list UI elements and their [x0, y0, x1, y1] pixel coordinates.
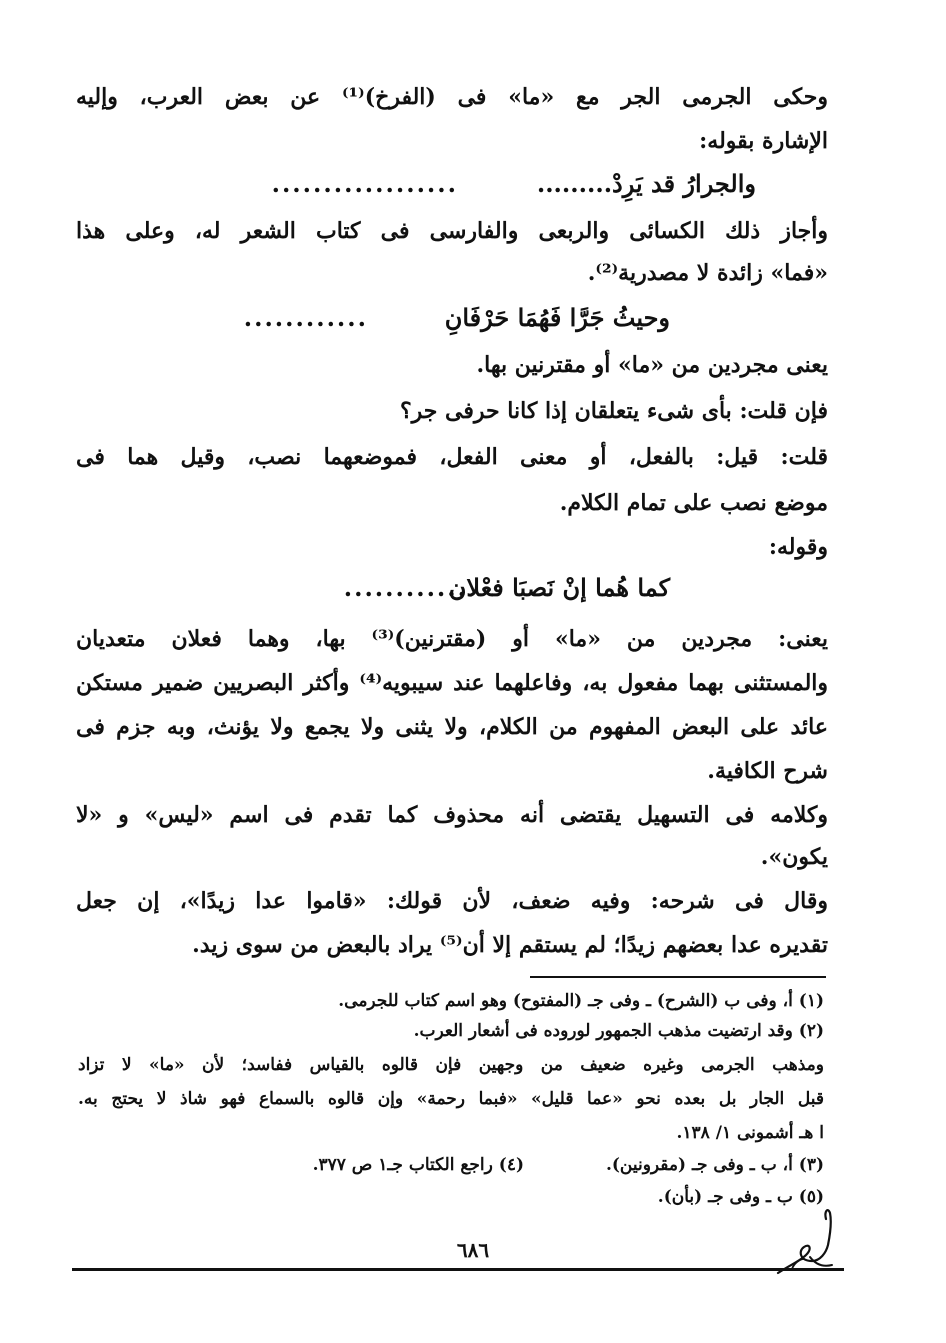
verse-1-text: والجرارُ قد يَرِدْ......... — [536, 169, 756, 198]
paragraph-7-line-3: عائد على البعض المفهوم من الكلام، ولا يثنى ولا يجمع ولا يؤنث، وبه جزم فى — [76, 714, 828, 740]
footnote-2: (٢) وقد ارتضيت مذهب الجمهور لوروده فى أشعار العرب. — [413, 1021, 824, 1041]
footnote-5: (٥) ب ـ وفى جـ (بأن). — [657, 1187, 824, 1207]
footnote-2-continuation-2: قبل الجار بل بعده نحو «عما قليل» «فبما رحمة» وإن قالوه بالسماع فهو شاذ لا يحتج به. — [78, 1089, 824, 1109]
paragraph-6-line-1: وقوله: — [768, 534, 828, 560]
paragraph-8-line-2: يكون». — [760, 844, 828, 870]
paragraph-1-line-2: الإشارة بقوله: — [699, 128, 828, 154]
footnote-2-continuation-1: ومذهب الجرمى وغيره ضعيف من وجهين فإن قالوه بالقياس ففاسد؛ لأن «ما» لا تزاد — [78, 1055, 824, 1075]
paragraph-2-line-2: «فما» زائدة لا مصدرية⁽²⁾. — [587, 260, 828, 286]
paragraph-4-line-1: فإن قلت: بأى شىء يتعلقان إذا كانا حرفى جر؟ — [399, 398, 828, 424]
verse-3-dots: ............ — [343, 573, 468, 602]
verse-2-text: وحيثُ جَرَّا فَهُمَا حَرْفَانِ — [444, 303, 670, 332]
paragraph-2-line-1: وأجاز ذلك الكسائى والربعى والفارسى فى كتاب الشعر له، وعلى هذا — [76, 218, 828, 244]
verse-3-text: كما هُما إنْ نَصبَا فعْلان — [448, 573, 670, 602]
paragraph-3-line-1: يعنى مجردين من «ما» أو مقترنين بها. — [476, 352, 828, 378]
footnote-2-continuation-3: ا هـ أشمونى ١/ ١٣٨. — [676, 1123, 824, 1143]
paragraph-9-line-2: تقديره عدا بعضهم زيدًا؛ لم يستقم إلا أن⁽⁵⁾ يراد بالبعض من سوى زيد. — [192, 932, 828, 958]
paragraph-1-line-1: وحكى الجرمى الجر مع «ما» فى (الفرخ)⁽¹⁾ عن بعض العرب، وإليه — [76, 84, 828, 110]
footnote-4: (٤) راجع الكتاب جـ١ ص ٣٧٧. — [312, 1155, 524, 1175]
page-number: ٦٨٦ — [456, 1238, 490, 1262]
paragraph-7-line-4: شرح الكافية. — [707, 758, 828, 784]
paragraph-8-line-1: وكلامه فى التسهيل يقتضى أنه محذوف كما تقدم فى اسم «ليس» و «لا — [76, 802, 828, 828]
verse-2-dots: ............ — [243, 303, 368, 332]
paragraph-7-line-2: والمستثنى بهما مفعول به، وفاعلهما عند سيبويه⁽⁴⁾ وأكثر البصريين ضمير مستكن — [76, 670, 829, 696]
bottom-rule — [72, 1268, 844, 1271]
paragraph-7-line-1: يعنى: مجردين من «ما» أو (مقترنين)⁽³⁾ بها، وهما فعلان متعديان — [76, 626, 828, 652]
paragraph-5-line-1: قلت: قيل: بالفعل، أو معنى الفعل، فموضعهما نصب، وقيل هما فى — [76, 444, 828, 470]
footnote-separator — [530, 976, 826, 978]
footnote-1: (١) أ، وفى ب (الشرح) ـ وفى جـ (المفتوح) وهو اسم كتاب للجرمى. — [338, 991, 824, 1011]
footnote-3: (٣) أ، ب ـ وفى جـ (مقرونين). — [605, 1155, 824, 1175]
paragraph-5-line-2: موضع نصب على تمام الكلام. — [559, 490, 828, 516]
handwritten-signature-icon — [770, 1195, 840, 1285]
paragraph-9-line-1: وقال فى شرحه: وفيه ضعف، لأن قولك: «قاموا عدا زيدًا»، إن جعل — [76, 888, 828, 914]
verse-1-dots: .................. — [271, 169, 458, 198]
